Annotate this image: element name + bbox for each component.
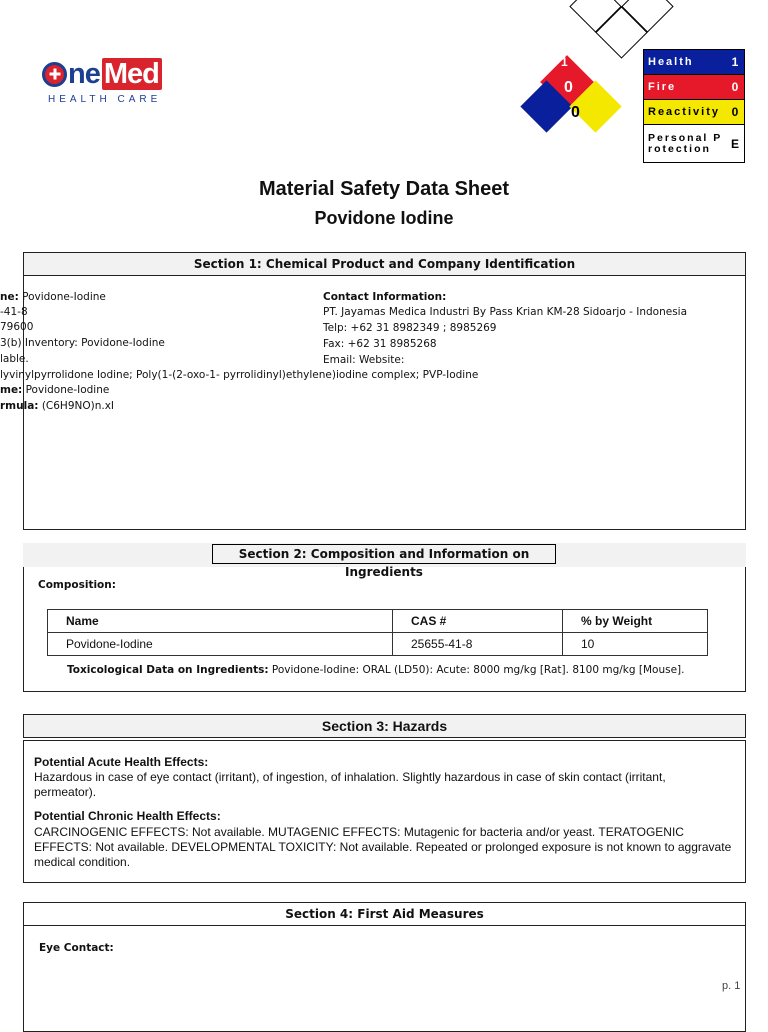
cl-line: lable.	[0, 353, 29, 365]
chemical-formula-line: rmula: (C6H9NO)n.xI	[0, 400, 115, 412]
company-logo	[42, 57, 172, 107]
nfpa-health-value: 1	[561, 55, 568, 69]
nfpa-reactivity-value: 0	[571, 104, 580, 121]
logo-text-one: ne	[68, 57, 100, 90]
hazard-rating-table	[643, 49, 745, 163]
tsca-line: 3(b) Inventory: Povidone-Iodine	[0, 337, 165, 349]
logo-text-med: Med	[102, 58, 162, 90]
contact-email-website: Email: Website:	[323, 354, 405, 366]
acute-effects-title: Potential Acute Health Effects:	[34, 755, 209, 769]
product-name-line: ne: Povidone-Iodine	[0, 291, 106, 303]
cell-cas: 25655-41-8	[393, 633, 563, 656]
document-title: Material Safety Data Sheet	[258, 178, 510, 200]
column-cas: CAS #	[393, 610, 563, 633]
cas-line: -41-8	[0, 306, 28, 318]
section-4-header: Section 4: First Aid Measures	[23, 902, 746, 926]
chronic-effects-text: CARCINOGENIC EFFECTS: Not available. MUTAGENIC EFFECTS: Mutagenic for bacteria and/or yeast. TERATOGENIC EFFECTS: Not available. DEVELOPMENTAL TOXICITY: Not available. Repeated or prolonged exposure is not known to aggravate medical condition.	[34, 825, 732, 869]
section-1-header: Section 1: Chemical Product and Company Identification	[23, 252, 746, 276]
acute-effects-text: Hazardous in case of eye contact (irritant), of ingestion, of inhalation. Slightly hazardous in case of skin contact (irritant, permeator).	[34, 770, 666, 799]
logo-subtitle: HEALTH CARE	[48, 94, 162, 105]
cell-name: Povidone-Iodine	[48, 633, 393, 656]
hazard-row-personal-protection: Personal Protection E	[644, 125, 744, 162]
page-number: p. 1	[722, 980, 741, 992]
chronic-effects-title: Potential Chronic Health Effects:	[34, 809, 221, 823]
composition-table	[47, 609, 708, 656]
table-row	[48, 633, 708, 656]
composition-label: Composition:	[38, 579, 116, 591]
medical-cross-icon	[42, 62, 67, 87]
rtecs-line: 79600	[0, 321, 34, 333]
hazard-row-health: Health 1	[644, 50, 744, 75]
section-2-header: Section 2: Composition and Information on Ingredients	[212, 544, 556, 564]
section-3-header: Section 3: Hazards	[23, 714, 746, 738]
contact-phone: Telp: +62 31 8982349 ; 8985269	[323, 322, 497, 334]
column-weight: % by Weight	[563, 610, 708, 633]
chemical-name-line: me: Povidone-Iodine	[0, 384, 110, 396]
synonym-line: lyvinylpyrrolidone Iodine; Poly(1-(2-oxo-1- pyrrolidinyl)ethylene)iodine complex; PVP-Iodine	[0, 369, 479, 381]
contact-title: Contact Information:	[323, 291, 447, 303]
eye-contact-label: Eye Contact:	[39, 942, 114, 954]
hazard-row-reactivity: Reactivity 0	[644, 100, 744, 125]
hazard-row-fire: Fire 0	[644, 75, 744, 100]
composition-table-header	[48, 610, 708, 633]
nfpa-fire-value: 0	[564, 79, 573, 96]
column-name: Name	[48, 610, 393, 633]
document-subtitle: Povidone Iodine	[314, 208, 454, 228]
toxicological-data: Toxicological Data on Ingredients: Povidone-Iodine: ORAL (LD50): Acute: 8000 mg/kg [Rat]. 8100 mg/kg [Mouse].	[67, 664, 685, 676]
cell-weight: 10	[563, 633, 708, 656]
contact-address: PT. Jayamas Medica Industri By Pass Krian KM-28 Sidoarjo - Indonesia	[323, 306, 688, 318]
contact-fax: Fax: +62 31 8985268	[323, 338, 437, 350]
